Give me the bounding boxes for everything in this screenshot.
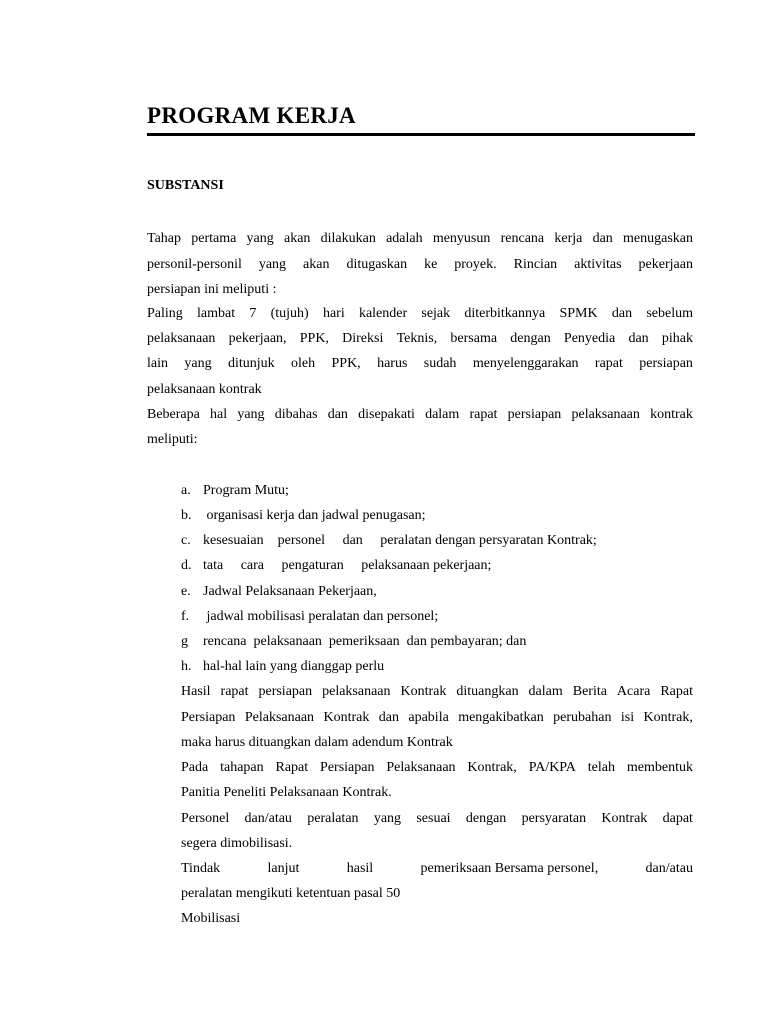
paragraph-3-line: meliputi: (147, 432, 198, 447)
list-marker: h. (181, 659, 192, 674)
list-item (181, 507, 426, 525)
paragraph-4-line: Persiapan Pelaksanaan Kontrak dan apabila mengakibatkan perubahan isi Kontrak, (181, 710, 693, 725)
list-marker: f. (181, 609, 190, 624)
list-item-text: organisasi kerja dan jadwal penugasan; (203, 508, 426, 523)
list-item (181, 583, 377, 601)
list-item-text: tata cara pengaturan pelaksanaan pekerjaan; (203, 558, 492, 573)
list-marker: d. (181, 558, 192, 573)
paragraph-4-line: Hasil rapat persiapan pelaksanaan Kontrak dituangkan dalam Berita Acara Rapat (181, 684, 693, 699)
list-marker: e. (181, 584, 191, 599)
list-item-text: rencana pelaksanaan pemeriksaan dan pembayaran; dan (203, 634, 527, 649)
list-marker: c. (181, 533, 191, 548)
paragraph-2-line: Paling lambat 7 (tujuh) hari kalender sejak diterbitkannya SPMK dan sebelum (147, 306, 693, 321)
list-item-text: Jadwal Pelaksanaan Pekerjaan, (203, 584, 377, 599)
list-item (181, 482, 289, 500)
list-item (181, 608, 438, 626)
paragraph-5-line: Panitia Peneliti Pelaksanaan Kontrak. (181, 785, 392, 800)
paragraph-4-line: maka harus dituangkan dalam adendum Kontrak (181, 735, 453, 750)
paragraph-2-line: pelaksanaan kontrak (147, 382, 262, 397)
paragraph-7-line: peralatan mengikuti ketentuan pasal 50 (181, 886, 401, 901)
list-marker: g (181, 634, 188, 649)
paragraph-2-line: pelaksanaan pekerjaan, PPK, Direksi Teknis, bersama dengan Penyedia dan pihak (147, 331, 693, 346)
paragraph-7-line: Tindak lanjut hasil pemeriksaan Bersama personel, dan/atau (181, 861, 693, 876)
list-item-text: Program Mutu; (203, 483, 289, 498)
title-underline (147, 133, 695, 136)
page-title: PROGRAM KERJA (147, 103, 356, 128)
closing-line: Mobilisasi (181, 911, 241, 926)
list-item (181, 633, 526, 651)
paragraph-5-line: Pada tahapan Rapat Persiapan Pelaksanaan Kontrak, PA/KPA telah membentuk (181, 760, 693, 775)
list-item (181, 557, 491, 575)
list-item-text: jadwal mobilisasi peralatan dan personel; (203, 609, 439, 624)
paragraph-1-line: Tahap pertama yang akan dilakukan adalah menyusun rencana kerja dan menugaskan (147, 231, 693, 246)
paragraph-1-line: persiapan ini meliputi : (147, 282, 277, 297)
section-heading: SUBSTANSI (147, 178, 224, 193)
paragraph-6-line: segera dimobilisasi. (181, 836, 293, 851)
list-item (181, 658, 384, 676)
list-marker: b. (181, 508, 192, 523)
list-item-text: hal-hal lain yang dianggap perlu (203, 659, 385, 674)
paragraph-6-line: Personel dan/atau peralatan yang sesuai dengan persyaratan Kontrak dapat (181, 811, 693, 826)
paragraph-2-line: lain yang ditunjuk oleh PPK, harus sudah menyelenggarakan rapat persiapan (147, 356, 693, 371)
paragraph-1-line: personil-personil yang akan ditugaskan ke proyek. Rincian aktivitas pekerjaan (147, 257, 693, 272)
paragraph-3-line: Beberapa hal yang dibahas dan disepakati dalam rapat persiapan pelaksanaan kontrak (147, 407, 693, 422)
list-item-text: kesesuaian personel dan peralatan dengan persyaratan Kontrak; (203, 533, 597, 548)
list-marker: a. (181, 483, 191, 498)
list-item (181, 532, 597, 550)
